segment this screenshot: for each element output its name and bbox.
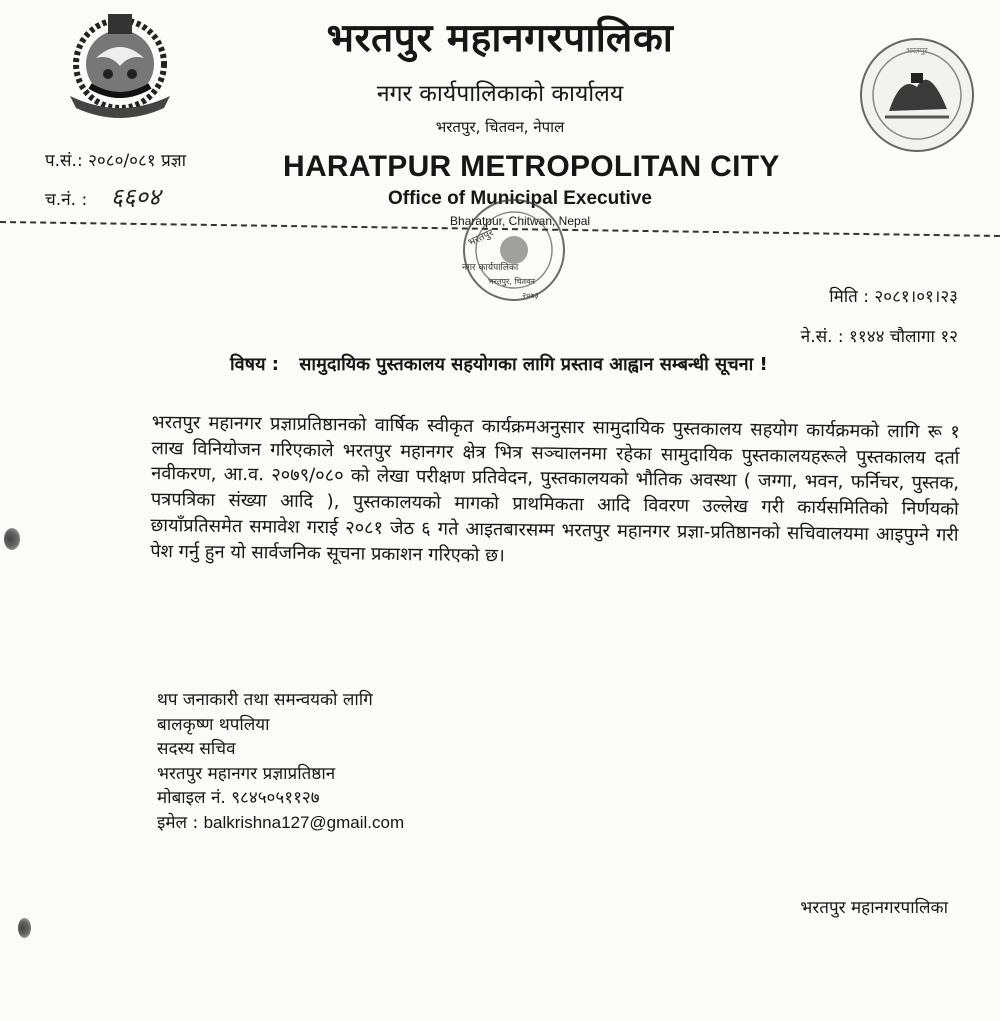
office-stamp-icon bbox=[448, 198, 583, 308]
svg-text:भरतपुर: भरतपुर bbox=[906, 46, 928, 55]
nepali-title: भरतपुर महानगरपालिका bbox=[326, 16, 674, 61]
date-label: मिति : bbox=[829, 287, 869, 307]
signature-organization: भरतपुर महानगरपालिका bbox=[800, 898, 948, 918]
contact-mobile: मोबाइल नं. ९८४५०५११२७ bbox=[157, 788, 320, 808]
punch-hole bbox=[18, 918, 31, 938]
english-title: HARATPUR METROPOLITAN CITY bbox=[283, 150, 780, 183]
subject-line bbox=[230, 352, 768, 376]
stamp-line-2: नगर कार्यपालिका bbox=[462, 263, 519, 273]
ps-label: प.सं.: bbox=[45, 151, 83, 171]
ps-reference bbox=[45, 148, 186, 171]
date-value: २०८१।०१।२३ bbox=[874, 287, 958, 307]
contact-organization: भरतपुर महानगर प्रज्ञाप्रतिष्ठान bbox=[157, 763, 336, 784]
english-office-name: Office of Municipal Executive bbox=[388, 188, 652, 209]
ps-value: २०८०/०८१ प्रज्ञा bbox=[88, 151, 187, 171]
nepali-office-name: नगर कार्यपालिकाको कार्यालय bbox=[376, 81, 624, 107]
cn-value: ६६०४ bbox=[110, 183, 161, 211]
subject-label: विषय : bbox=[230, 354, 279, 375]
cn-label: च.नं. : bbox=[45, 190, 88, 210]
punch-hole bbox=[4, 528, 20, 550]
ns-value: ११४४ चौलागा १२ bbox=[849, 327, 958, 347]
english-address: Bharatpur, Chitwan, Nepal bbox=[449, 214, 591, 228]
contact-intro: थप जनाकारी तथा समन्वयको लागि bbox=[157, 690, 373, 710]
email-label: इमेल : bbox=[157, 812, 199, 833]
ns-label: ने.सं. : bbox=[800, 327, 844, 347]
subject-text: सामुदायिक पुस्तकालय सहयोगका लागि प्रस्ताव आह्वान सम्बन्धी सूचना ! bbox=[299, 354, 768, 375]
email-address: balkrishna127@gmail.com bbox=[203, 812, 405, 832]
notice-body: भरतपुर महानगर प्रज्ञाप्रतिष्ठानको वार्षिक स्वीकृत कार्यक्रमअनुसार सामुदायिक पुस्तकालय सहयोग कार्यक्रमको लागि रू १ लाख विनियोजन गरिएकाले भरतपुर महानगर क्षेत्र भित्र सञ्चालनमा रहेका सामुदायिक पुस्तकालयहरूले पुस्तकालय दर्ता नवीकरण, आ.व. २०७९/०८० को लेखा परीक्षण प्रतिवेदन, पुस्तकालयको भौतिक अवस्था ( जग्गा, भवन, फर्निचर, पुस्तक, पत्रपत्रिका संख्या आदि ), पुस्तकालयको मागको प्राथमिकता आदि विवरण उल्लेख गरी कार्यसमितिको निर्णयको छायाँप्रतिसमेत समावेश गराई २०८१ जेठ ६ गते आइतबारसम्म भरतपुर महानगर प्रज्ञा-प्रतिष्ठानको सचिवालयमा आइपुग्ने गरी पेश गर्नु हुन यो सार्वजनिक सूचना प्रकाशन गरिएको छ। bbox=[150, 411, 960, 566]
contact-email-row bbox=[157, 811, 404, 836]
stamp-line-3: भरतपुर, चितवन bbox=[488, 277, 535, 286]
date-field bbox=[829, 284, 958, 307]
contact-block bbox=[157, 688, 404, 835]
stamp-line-4: २०७३ bbox=[522, 291, 539, 300]
contact-name: बालकृष्ण थपलिया bbox=[157, 714, 270, 735]
nepal-sambat-field bbox=[801, 324, 958, 347]
stamp-line-1: भरतपुर bbox=[466, 227, 496, 249]
nepali-address: भरतपुर, चितवन, नेपाल bbox=[435, 118, 565, 136]
contact-position: सदस्य सचिव bbox=[157, 739, 236, 759]
